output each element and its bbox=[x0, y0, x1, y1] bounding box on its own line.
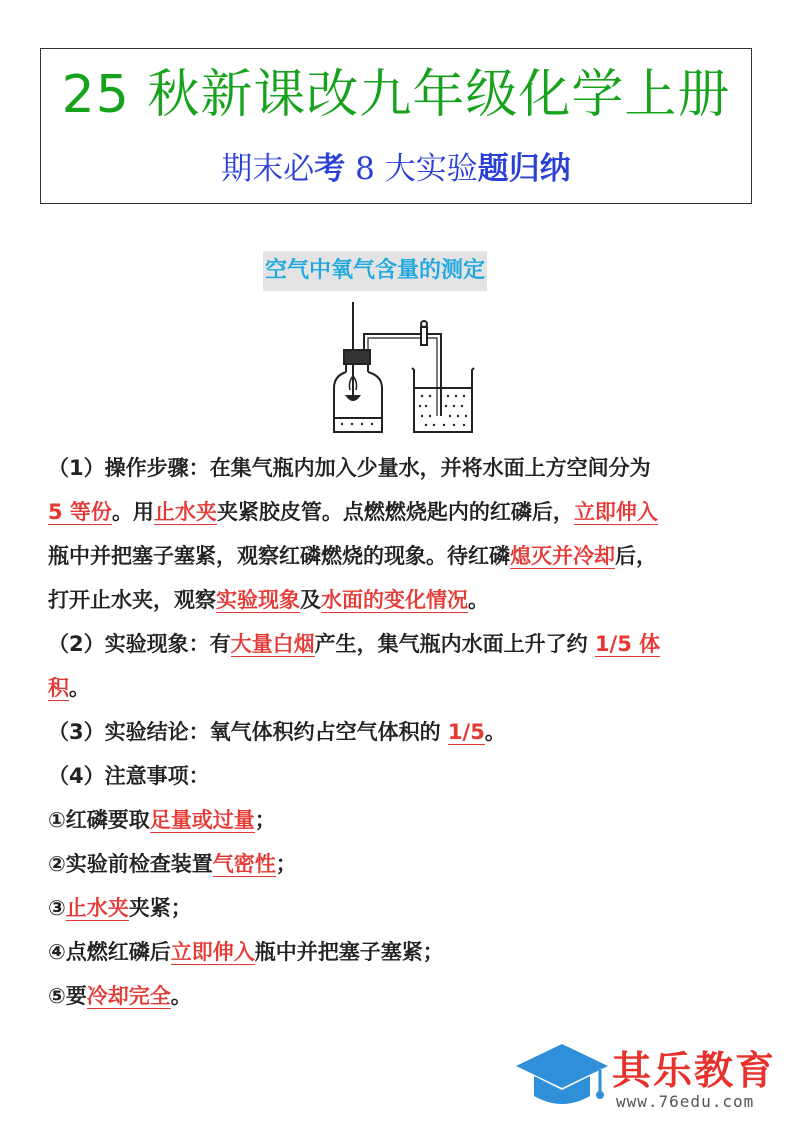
highlight-text: 大量白烟 bbox=[230, 632, 315, 656]
apparatus-diagram bbox=[326, 300, 481, 440]
text-span: 后， bbox=[615, 544, 657, 568]
combustion-spoon bbox=[347, 396, 359, 400]
highlight-text: 立即伸入 bbox=[573, 500, 658, 524]
text-span: 瓶中并把塞子塞紧； bbox=[254, 940, 444, 964]
highlight-text: 冷却完全 bbox=[86, 984, 171, 1008]
highlight-text: 止水夹 bbox=[153, 500, 217, 524]
step1-line2 bbox=[48, 490, 760, 534]
note-item-2 bbox=[48, 842, 760, 886]
text-span: 。 bbox=[468, 588, 489, 612]
experiment-content bbox=[48, 446, 760, 1018]
highlight-text: 1/5 bbox=[447, 720, 485, 744]
text-span: ②实验前检查装置 bbox=[48, 852, 213, 876]
stopper bbox=[344, 350, 370, 364]
page-subtitle bbox=[41, 149, 751, 189]
text-span: 打开止水夹，观察 bbox=[48, 588, 216, 612]
water-dots bbox=[341, 395, 467, 426]
brand-logo bbox=[512, 1038, 787, 1114]
page-title: 25 秋新课改九年级化学上册 bbox=[61, 65, 731, 125]
step3-line bbox=[48, 710, 760, 754]
title-box bbox=[40, 48, 752, 204]
water-clamp bbox=[421, 327, 427, 345]
subtitle-part-bold: 考 bbox=[314, 151, 346, 187]
subtitle-part: 8 大实验 bbox=[345, 151, 478, 187]
text-span: ⑤要 bbox=[48, 984, 87, 1008]
step4-heading: （4）注意事项： bbox=[48, 764, 210, 788]
text-span: ③ bbox=[48, 896, 66, 920]
text-span: 瓶中并把塞子塞紧，观察红磷燃烧的现象。待红磷 bbox=[48, 544, 510, 568]
text-span: 。用 bbox=[111, 500, 154, 524]
note-item-3 bbox=[48, 886, 760, 930]
highlight-text: 积 bbox=[48, 676, 69, 700]
text-span: ； bbox=[254, 808, 276, 832]
brand-url: www.76edu.com bbox=[616, 1092, 755, 1111]
highlight-text: 气密性 bbox=[212, 852, 276, 876]
text-span: ④点燃红磷后 bbox=[48, 940, 171, 964]
highlight-text: 足量或过量 bbox=[149, 808, 255, 832]
subtitle-part-bold: 题归纳 bbox=[477, 151, 571, 187]
highlight-text: 熄灭并冷却 bbox=[510, 544, 615, 568]
note-item-5 bbox=[48, 974, 760, 1018]
step1-line1: （1）操作步骤：在集气瓶内加入少量水，并将水面上方空间分为 bbox=[48, 456, 651, 480]
text-span: ； bbox=[275, 852, 297, 876]
highlight-text: 止水夹 bbox=[65, 896, 129, 920]
beaker bbox=[412, 368, 474, 432]
text-span: 及 bbox=[300, 588, 321, 612]
highlight-text: 1/5 体 bbox=[594, 632, 661, 656]
brand-name: 其乐教育 bbox=[612, 1049, 777, 1094]
text-span: 产生，集气瓶内水面上升了约 bbox=[314, 632, 595, 656]
graduation-cap-icon bbox=[512, 1040, 610, 1110]
step2-line2 bbox=[48, 666, 760, 710]
step1-line4 bbox=[48, 578, 760, 622]
text-span: （3）实验结论：氧气体积约占空气体积的 bbox=[48, 720, 448, 744]
text-span: 夹紧胶皮管。点燃燃烧匙内的红磷后， bbox=[216, 500, 574, 524]
step2-line1 bbox=[48, 622, 760, 666]
text-span: 夹紧； bbox=[128, 896, 192, 920]
note-item-1 bbox=[48, 798, 760, 842]
highlight-text: 5 等份 bbox=[48, 500, 112, 524]
highlight-text: 水面的变化情况 bbox=[321, 588, 468, 612]
bottle-neck bbox=[346, 364, 368, 372]
section-heading: 空气中氧气含量的测定 bbox=[263, 251, 487, 291]
step1-line3 bbox=[48, 534, 760, 578]
text-span: ①红磷要取 bbox=[48, 808, 150, 832]
highlight-text: 立即伸入 bbox=[170, 940, 255, 964]
text-span: 。 bbox=[170, 984, 192, 1008]
text-span: （2）实验现象：有 bbox=[48, 632, 231, 656]
gas-bottle bbox=[334, 372, 382, 432]
text-span: 。 bbox=[69, 676, 90, 700]
highlight-text: 实验现象 bbox=[216, 588, 300, 612]
note-item-4 bbox=[48, 930, 760, 974]
text-span: 。 bbox=[484, 720, 506, 744]
subtitle-part: 期末必 bbox=[221, 151, 315, 187]
